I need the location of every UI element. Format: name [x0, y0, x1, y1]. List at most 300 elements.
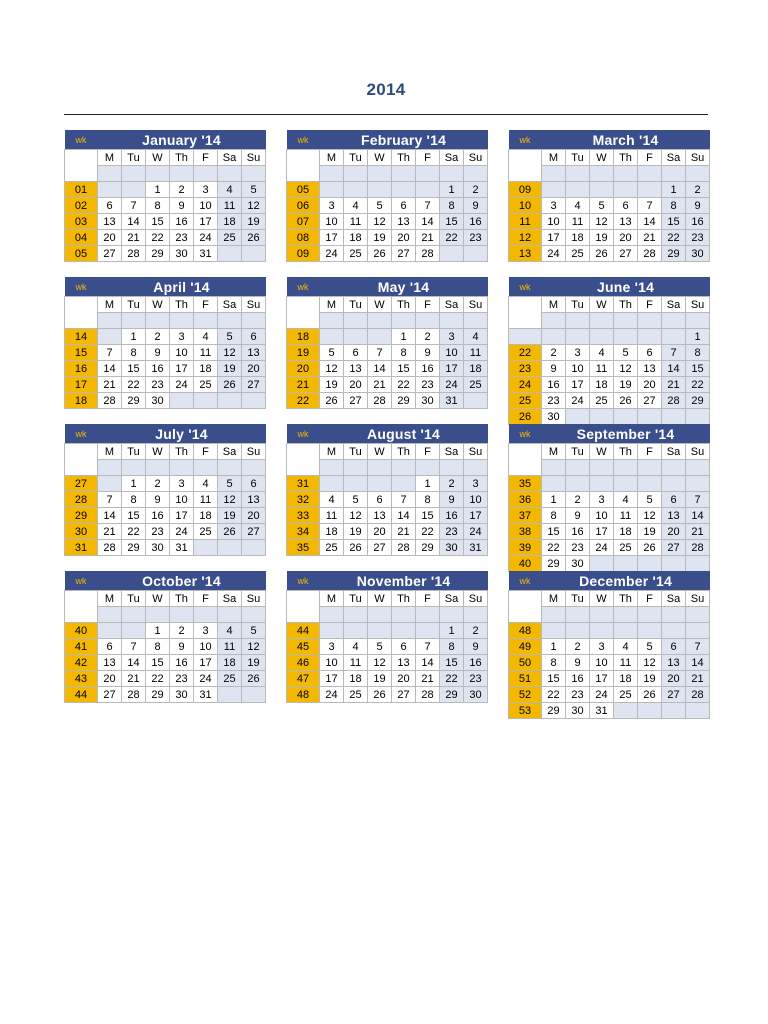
day-cell: 20	[392, 671, 416, 687]
week-number: 27	[65, 476, 98, 492]
month-name: March '14	[542, 130, 710, 150]
day-cell: 16	[566, 524, 590, 540]
day-cell: 7	[368, 345, 392, 361]
day-cell: 10	[590, 655, 614, 671]
day-cell: 17	[566, 377, 590, 393]
day-cell: 21	[416, 671, 440, 687]
day-cell: 30	[686, 246, 710, 262]
week-row	[287, 540, 488, 556]
day-of-week-header: F	[194, 591, 218, 607]
day-cell: 12	[368, 655, 392, 671]
empty-day-cell	[566, 476, 590, 492]
day-cell: 20	[344, 377, 368, 393]
week-number: 31	[287, 476, 320, 492]
empty-day-cell	[218, 393, 242, 409]
spacer-cell	[509, 460, 542, 476]
week-number: 35	[287, 540, 320, 556]
spacer-cell	[122, 166, 146, 182]
day-cell: 15	[440, 214, 464, 230]
spacer-cell	[464, 460, 488, 476]
spacer-cell	[194, 460, 218, 476]
month-calendar	[508, 277, 709, 425]
month-name: February '14	[320, 130, 488, 150]
day-cell: 25	[320, 540, 344, 556]
month-calendar	[286, 130, 487, 262]
day-cell: 9	[146, 492, 170, 508]
empty-day-cell	[638, 476, 662, 492]
day-cell: 13	[242, 345, 266, 361]
day-cell: 27	[662, 687, 686, 703]
day-cell: 9	[170, 639, 194, 655]
day-of-week-header: Su	[242, 150, 266, 166]
day-cell: 25	[614, 687, 638, 703]
day-of-week-header: Su	[242, 297, 266, 313]
week-number-blank	[509, 444, 542, 460]
day-cell: 21	[122, 671, 146, 687]
day-cell: 3	[590, 492, 614, 508]
week-number: 09	[509, 182, 542, 198]
empty-day-cell	[566, 623, 590, 639]
day-cell: 19	[368, 671, 392, 687]
day-cell: 14	[416, 214, 440, 230]
week-number: 13	[509, 246, 542, 262]
day-cell: 13	[638, 361, 662, 377]
spacer-cell	[566, 313, 590, 329]
day-cell: 5	[614, 345, 638, 361]
day-cell: 25	[218, 671, 242, 687]
day-of-week-header: Su	[464, 591, 488, 607]
day-cell: 13	[614, 214, 638, 230]
day-cell: 7	[662, 345, 686, 361]
day-cell: 3	[566, 345, 590, 361]
spacer-cell	[614, 607, 638, 623]
day-cell: 11	[590, 361, 614, 377]
day-cell: 13	[368, 508, 392, 524]
day-cell: 8	[662, 198, 686, 214]
day-of-week-header: M	[98, 591, 122, 607]
week-number	[509, 329, 542, 345]
day-cell: 29	[686, 393, 710, 409]
spacer-cell	[686, 166, 710, 182]
day-cell: 31	[440, 393, 464, 409]
day-cell: 27	[614, 246, 638, 262]
day-of-week-header: M	[320, 150, 344, 166]
day-cell: 28	[416, 687, 440, 703]
day-cell: 21	[98, 524, 122, 540]
month-calendar	[286, 571, 487, 703]
week-number: 30	[65, 524, 98, 540]
day-cell: 18	[194, 508, 218, 524]
spacer-cell	[170, 313, 194, 329]
empty-day-cell	[344, 329, 368, 345]
day-cell: 12	[368, 214, 392, 230]
week-row	[509, 703, 710, 719]
empty-day-cell	[392, 623, 416, 639]
day-of-week-header: W	[368, 591, 392, 607]
week-number: 10	[509, 198, 542, 214]
week-row	[65, 246, 266, 262]
empty-day-cell	[590, 476, 614, 492]
week-row	[287, 230, 488, 246]
week-number: 32	[287, 492, 320, 508]
day-cell: 29	[392, 393, 416, 409]
week-number: 09	[287, 246, 320, 262]
week-number-blank	[509, 150, 542, 166]
day-cell: 13	[242, 492, 266, 508]
day-cell: 29	[146, 246, 170, 262]
day-cell: 16	[542, 377, 566, 393]
month-calendar	[64, 424, 265, 556]
day-cell: 21	[368, 377, 392, 393]
day-cell: 2	[464, 182, 488, 198]
day-cell: 11	[344, 655, 368, 671]
day-cell: 30	[416, 393, 440, 409]
empty-day-cell	[98, 329, 122, 345]
day-cell: 12	[218, 492, 242, 508]
week-number: 04	[65, 230, 98, 246]
day-cell: 13	[392, 655, 416, 671]
day-cell: 23	[464, 671, 488, 687]
week-row	[509, 182, 710, 198]
day-of-week-header: Tu	[122, 591, 146, 607]
week-number: 31	[65, 540, 98, 556]
day-of-week-header: W	[146, 444, 170, 460]
empty-day-cell	[416, 182, 440, 198]
day-cell: 8	[440, 639, 464, 655]
spacer-cell	[218, 166, 242, 182]
empty-day-cell	[638, 703, 662, 719]
day-cell: 1	[440, 623, 464, 639]
day-cell: 1	[146, 623, 170, 639]
month-name: January '14	[98, 130, 266, 150]
day-cell: 22	[122, 377, 146, 393]
month-name: July '14	[98, 424, 266, 444]
day-cell: 18	[590, 377, 614, 393]
week-row	[65, 230, 266, 246]
day-of-week-header: Sa	[662, 150, 686, 166]
empty-day-cell	[344, 476, 368, 492]
week-row	[65, 524, 266, 540]
day-cell: 24	[194, 230, 218, 246]
month-name: June '14	[542, 277, 710, 297]
day-cell: 20	[662, 671, 686, 687]
day-cell: 28	[122, 687, 146, 703]
day-cell: 3	[542, 198, 566, 214]
spacer-cell	[218, 313, 242, 329]
day-cell: 3	[320, 198, 344, 214]
day-cell: 25	[344, 687, 368, 703]
day-of-week-header: Th	[614, 150, 638, 166]
spacer-cell	[590, 607, 614, 623]
week-number: 07	[287, 214, 320, 230]
day-cell: 11	[218, 198, 242, 214]
spacer-cell	[542, 607, 566, 623]
day-cell: 5	[218, 329, 242, 345]
day-cell: 19	[218, 508, 242, 524]
day-cell: 7	[686, 492, 710, 508]
day-cell: 16	[146, 508, 170, 524]
spacer-cell	[320, 607, 344, 623]
day-cell: 23	[542, 393, 566, 409]
spacer-cell	[662, 166, 686, 182]
week-row	[509, 524, 710, 540]
day-of-week-header: F	[194, 297, 218, 313]
spacer-cell	[662, 313, 686, 329]
day-cell: 2	[146, 476, 170, 492]
day-of-week-header: Th	[392, 591, 416, 607]
week-column-label: wk	[65, 130, 98, 150]
day-cell: 25	[194, 524, 218, 540]
day-cell: 30	[146, 540, 170, 556]
day-cell: 21	[686, 671, 710, 687]
day-cell: 10	[320, 655, 344, 671]
spacer-cell	[440, 313, 464, 329]
day-cell: 29	[440, 687, 464, 703]
day-cell: 15	[542, 671, 566, 687]
day-cell: 6	[662, 639, 686, 655]
week-number: 38	[509, 524, 542, 540]
day-cell: 20	[98, 671, 122, 687]
day-cell: 27	[242, 524, 266, 540]
day-cell: 12	[242, 639, 266, 655]
week-row	[65, 377, 266, 393]
day-cell: 29	[122, 540, 146, 556]
day-cell: 3	[194, 623, 218, 639]
spacer-cell	[218, 607, 242, 623]
spacer-cell	[65, 607, 98, 623]
day-cell: 21	[98, 377, 122, 393]
spacer-cell	[194, 607, 218, 623]
spacer-cell	[287, 607, 320, 623]
spacer-cell	[170, 607, 194, 623]
spacer-cell	[242, 460, 266, 476]
spacer-cell	[287, 313, 320, 329]
day-cell: 28	[98, 540, 122, 556]
day-cell: 20	[242, 508, 266, 524]
day-cell: 1	[146, 182, 170, 198]
day-cell: 21	[392, 524, 416, 540]
day-cell: 14	[686, 655, 710, 671]
day-cell: 24	[170, 377, 194, 393]
day-of-week-header: W	[590, 150, 614, 166]
day-of-week-header: Tu	[344, 591, 368, 607]
spacer-cell	[344, 460, 368, 476]
spacer-cell	[146, 460, 170, 476]
day-cell: 22	[542, 540, 566, 556]
empty-day-cell	[662, 623, 686, 639]
day-cell: 17	[170, 508, 194, 524]
day-cell: 13	[392, 214, 416, 230]
day-cell: 8	[416, 492, 440, 508]
day-of-week-header: Sa	[662, 297, 686, 313]
day-cell: 22	[440, 230, 464, 246]
day-cell: 29	[662, 246, 686, 262]
empty-day-cell	[440, 246, 464, 262]
day-cell: 12	[218, 345, 242, 361]
spacer-cell	[614, 313, 638, 329]
day-cell: 12	[638, 508, 662, 524]
week-number-blank	[509, 297, 542, 313]
week-number: 48	[287, 687, 320, 703]
spacer-cell	[146, 166, 170, 182]
empty-day-cell	[566, 329, 590, 345]
spacer-cell	[590, 166, 614, 182]
day-cell: 23	[170, 230, 194, 246]
day-cell: 1	[122, 329, 146, 345]
day-cell: 23	[170, 671, 194, 687]
week-row	[509, 492, 710, 508]
day-of-week-header: W	[590, 297, 614, 313]
day-cell: 27	[662, 540, 686, 556]
day-of-week-header: M	[98, 444, 122, 460]
day-cell: 9	[416, 345, 440, 361]
spacer-cell	[122, 313, 146, 329]
week-number: 52	[509, 687, 542, 703]
month-name: November '14	[320, 571, 488, 591]
day-cell: 12	[638, 655, 662, 671]
week-row	[509, 409, 710, 425]
spacer-cell	[146, 607, 170, 623]
day-cell: 7	[98, 492, 122, 508]
empty-day-cell	[638, 623, 662, 639]
day-cell: 16	[566, 671, 590, 687]
day-cell: 12	[590, 214, 614, 230]
week-row	[287, 492, 488, 508]
day-cell: 8	[686, 345, 710, 361]
day-cell: 8	[392, 345, 416, 361]
week-column-label: wk	[509, 130, 542, 150]
day-cell: 11	[344, 214, 368, 230]
empty-day-cell	[218, 687, 242, 703]
day-cell: 10	[194, 639, 218, 655]
week-number: 06	[287, 198, 320, 214]
week-number: 15	[65, 345, 98, 361]
week-number-blank	[287, 591, 320, 607]
day-cell: 24	[320, 687, 344, 703]
day-cell: 14	[686, 508, 710, 524]
day-cell: 22	[122, 524, 146, 540]
week-row	[65, 540, 266, 556]
day-cell: 22	[686, 377, 710, 393]
empty-day-cell	[242, 393, 266, 409]
spacer-cell	[392, 607, 416, 623]
empty-day-cell	[590, 329, 614, 345]
day-cell: 5	[590, 198, 614, 214]
spacer-cell	[65, 166, 98, 182]
day-cell: 15	[122, 361, 146, 377]
day-cell: 20	[614, 230, 638, 246]
empty-day-cell	[368, 329, 392, 345]
spacer-cell	[509, 166, 542, 182]
day-of-week-header: Sa	[440, 444, 464, 460]
week-number: 16	[65, 361, 98, 377]
day-cell: 31	[590, 703, 614, 719]
day-cell: 23	[686, 230, 710, 246]
week-number: 51	[509, 671, 542, 687]
week-number-blank	[287, 444, 320, 460]
day-cell: 4	[464, 329, 488, 345]
day-cell: 29	[542, 556, 566, 572]
day-cell: 14	[122, 214, 146, 230]
week-column-label: wk	[287, 571, 320, 591]
day-cell: 14	[638, 214, 662, 230]
day-of-week-header: Sa	[662, 444, 686, 460]
day-of-week-header: Su	[242, 444, 266, 460]
day-of-week-header: Su	[686, 150, 710, 166]
day-of-week-header: Su	[686, 297, 710, 313]
day-cell: 18	[218, 214, 242, 230]
week-row	[65, 361, 266, 377]
week-number: 28	[65, 492, 98, 508]
day-cell: 31	[194, 246, 218, 262]
week-number-blank	[65, 591, 98, 607]
spacer-cell	[590, 460, 614, 476]
day-cell: 27	[344, 393, 368, 409]
day-cell: 4	[590, 345, 614, 361]
day-of-week-header: Su	[686, 444, 710, 460]
spacer-cell	[320, 166, 344, 182]
spacer-cell	[368, 313, 392, 329]
day-cell: 30	[464, 687, 488, 703]
spacer-cell	[614, 166, 638, 182]
day-cell: 3	[170, 329, 194, 345]
spacer-cell	[542, 460, 566, 476]
empty-day-cell	[638, 556, 662, 572]
day-cell: 6	[98, 198, 122, 214]
spacer-cell	[146, 313, 170, 329]
day-cell: 1	[416, 476, 440, 492]
week-row	[509, 361, 710, 377]
month-calendar	[64, 277, 265, 409]
day-cell: 11	[194, 492, 218, 508]
week-row	[509, 345, 710, 361]
day-of-week-header: Th	[170, 150, 194, 166]
day-cell: 18	[194, 361, 218, 377]
day-cell: 28	[122, 246, 146, 262]
day-cell: 14	[662, 361, 686, 377]
day-cell: 3	[464, 476, 488, 492]
day-cell: 21	[638, 230, 662, 246]
spacer-cell	[287, 460, 320, 476]
spacer-cell	[464, 166, 488, 182]
day-cell: 28	[686, 540, 710, 556]
week-row	[65, 508, 266, 524]
day-cell: 29	[122, 393, 146, 409]
day-of-week-header: M	[320, 444, 344, 460]
day-cell: 2	[170, 182, 194, 198]
day-cell: 26	[368, 246, 392, 262]
day-of-week-header: Su	[686, 591, 710, 607]
day-cell: 5	[638, 639, 662, 655]
spacer-cell	[98, 607, 122, 623]
day-of-week-header: Su	[464, 150, 488, 166]
day-cell: 27	[368, 540, 392, 556]
week-row	[287, 345, 488, 361]
day-of-week-header: W	[368, 150, 392, 166]
day-of-week-header: Sa	[218, 297, 242, 313]
spacer-cell	[287, 166, 320, 182]
day-cell: 6	[614, 198, 638, 214]
day-cell: 20	[638, 377, 662, 393]
week-row	[287, 329, 488, 345]
spacer-cell	[344, 313, 368, 329]
day-cell: 17	[194, 655, 218, 671]
day-cell: 4	[320, 492, 344, 508]
month-name: September '14	[542, 424, 710, 444]
day-of-week-header: Th	[170, 591, 194, 607]
day-cell: 2	[416, 329, 440, 345]
week-number: 53	[509, 703, 542, 719]
